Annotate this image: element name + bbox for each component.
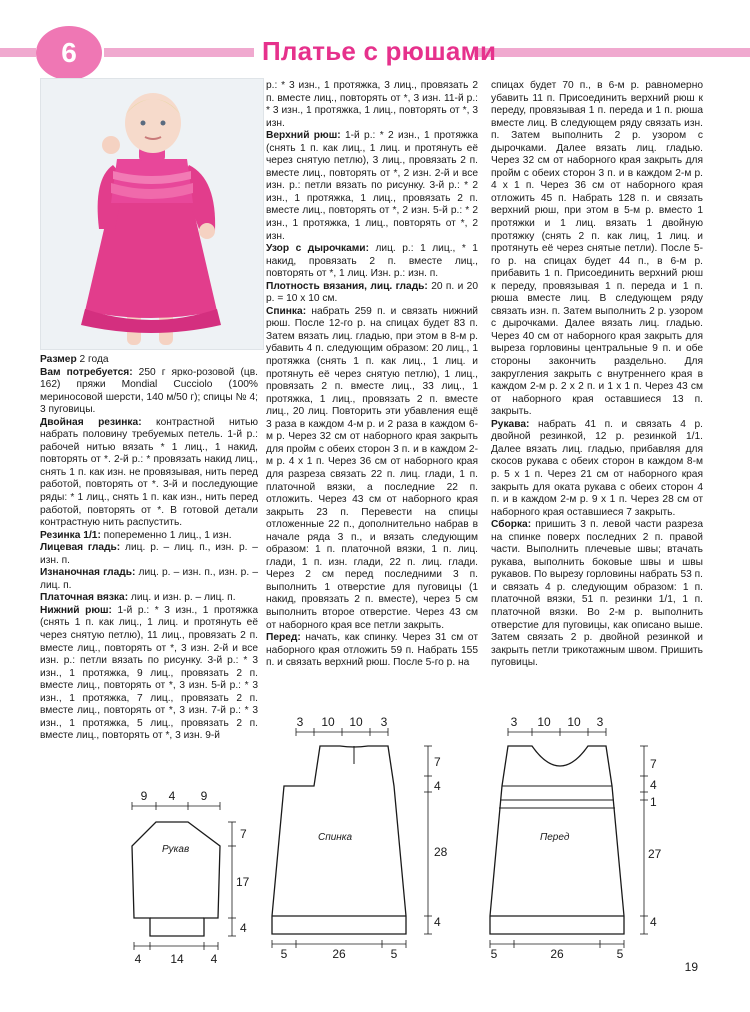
- front-top-dim: 3: [510, 715, 518, 729]
- paragraph-text: набрать 41 п. и связать 4 р. двойной резинкой, 12 р. резинкой 1/1. Далее вязать лиц. гладью, прибавляя для скосов рукава с обеих сторон в каждом 8-м р. 5 х 1 п. Через 21 см от наборного края закрыть для оката рукава с обеих сторон 4 п. и в каждом 2-м р. 9 х 1 п. Через 28 см от наборного края оставшиеся 7 закрыть.: [491, 418, 703, 518]
- paragraph-heading: Перед:: [266, 632, 301, 644]
- paragraph-text: лиц. р. – лиц. п., изн. р. – изн. п.: [40, 542, 258, 566]
- dress-photo: [40, 78, 264, 350]
- paragraph: [266, 632, 478, 670]
- front-bottom-dim: 5: [616, 947, 624, 961]
- front-right-dim: 4: [650, 778, 657, 792]
- front-diagram: [484, 712, 700, 962]
- front-right-dim: 27: [648, 847, 662, 861]
- back-right-dim: 4: [434, 779, 441, 793]
- paragraph: [40, 567, 258, 592]
- paragraph-heading: Резинка 1/1:: [40, 529, 101, 541]
- front-right-dim: 4: [650, 915, 657, 929]
- sleeve-right-dim: 4: [240, 921, 247, 935]
- paragraph-heading: Верхний рюш:: [266, 130, 341, 142]
- sleeve-label: Рукав: [162, 844, 190, 855]
- paragraph-text: 1-й р.: * 2 изн., 1 протяжка (снять 1 п. как лиц., 1 лиц. и протянуть её через снятую петлю), 3 лиц., провязать 2 п. вместе лиц., повторять от *, 2 изн. 2-й и все изн. р.: петли вязать по рисунку. 3-й р.: * 2 изн., 1 протяжка, 1 лиц., провязать 2 п. вместе лиц., повторять от *, 2 изн. 5-й р.: * 2 изн., 1 протяжка, 1 лиц., повторять от *, 2 изн.: [266, 130, 478, 242]
- back-top-dim: 3: [296, 715, 304, 729]
- paragraph-text: 1-й р.: * 3 изн., 1 протяжка (снять 1 п. как лиц., 1 лиц. и протянуть её через снятую петлю), 11 лиц., провязать 2 п. вместе лиц., повторять от *, 3 изн. 2-й и все изн. р.: петли вязать по рисунку. 3-й р.: * 3 изн., 1 протяжка, 9 лиц., провязать 2 п. вместе лиц., повторять от *, 3 изн. 5-й р.: * 3 изн., 1 протяжка, 7 лиц., провязать 2 п. вместе лиц., повторять от *, 3 изн. 7-й р.: * 3 изн., 1 протяжка, 5 лиц., провязать 2 п. вместе лиц., повторять от *, 3 изн. 9-й: [40, 604, 258, 742]
- back-right-dim: 28: [434, 845, 448, 859]
- header-stripe-middle: [104, 48, 254, 57]
- paragraph-heading: Размер: [40, 354, 77, 365]
- paragraph-heading: Двойная резинка:: [40, 416, 142, 428]
- paragraph: [491, 80, 703, 419]
- paragraph: [266, 130, 478, 243]
- paragraph-text: 2 года: [76, 354, 109, 365]
- header-stripe-right: [474, 48, 750, 57]
- paragraph-heading: Плотность вязания, лиц. гладь:: [266, 280, 428, 292]
- paragraph: [491, 519, 703, 670]
- text-column-1: [40, 354, 258, 743]
- paragraph: [266, 80, 478, 130]
- paragraph: [266, 243, 478, 281]
- paragraph-heading: Лицевая гладь:: [40, 542, 121, 554]
- back-top-dim: 10: [321, 715, 335, 729]
- sleeve-right-dim: 7: [240, 827, 247, 841]
- paragraph-heading: Сборка:: [491, 519, 532, 531]
- sleeve-bottom-dim: 4: [134, 952, 142, 966]
- text-column-3: [491, 80, 703, 670]
- front-top-dim: 3: [596, 715, 604, 729]
- back-right-dim: 7: [434, 755, 441, 769]
- front-right-dim: 1: [650, 795, 657, 809]
- back-right-dim: 4: [434, 915, 441, 929]
- back-bottom-dim: 5: [390, 947, 398, 961]
- back-top-dim: 10: [349, 715, 363, 729]
- paragraph-heading: Узор с дырочками:: [266, 243, 369, 255]
- paragraph: [40, 542, 258, 567]
- paragraph-text: 20 п. и 20 р. = 10 х 10 см.: [266, 280, 479, 305]
- paragraph-text: пришить 3 п. левой части разреза на спинке поверх последних 2 п. правой части. Выполнить плечевые швы; втачать рукава, выполнить боковые швы и швы рукавов. По вырезу горловины набрать 53 п. и связать 4 р. следующим образом: 1 п. платочной вязки, 51 п. резинки 1/1, 1 п. платочной вязки. Во 2-м р. выполнить отверстие для пуговицы, как описано выше. Затем связать 2 р. двойной резинкой и закрыть петли трикотажным швом. Пришить пуговицы.: [491, 519, 703, 669]
- sleeve-outline: [132, 822, 220, 936]
- front-top-dim: 10: [567, 715, 581, 729]
- paragraph-text: спицах будет 70 п., в 6-м р. равномерно убавить 11 п. Присоединить верхний рюш к переду, провязывая 1 п. переда и 1 п. рюша вместе лиц. В следующем ряду связать изн. п. Затем выполнить 2 р. узором с дырочками. Далее вязать лиц. гладью. Через 32 см от наборного края закрыть для пройм с обеих сторон 3 п. и в каждом 2-м р. 4 х 1 п. Через 36 см от наборного края отложить 45 п. Набрать 128 п. и связать верхний рюш, при этом в 5-м р. вместо 1 протяжки и 1 лиц. вязать 1 двойную протяжку (снять 2 п. как лиц, 1 лиц. и протянуть её через снятые петли). После 5-го р. на спицах будет 44 п., в 6-м р. прибавить 1 п. Присоединить верхний рюш к переду, провязывая 1 п. переда и 1 п. рюша вместе лиц. В следующем ряду связать изн. п. Затем выполнить 2 р. узором с дырочками. Далее вязать лиц. гладью. Через 40 см от наборного края закрыть для выреза горловины центральные 9 п. и обе стороны закончить раздельно. Для закругления закрыть с внутреннего края в каждом 2-м р. 2 х 2 п. и 1 х 1 п. Через 43 см от наборного края оставшиеся 13 п. закрыть.: [491, 80, 703, 418]
- paragraph-text: лиц. р.: 1 лиц., * 1 накид, провязать 2 п. вместе лиц., повторять от *, 1 лиц. Изн. р.: изн. п.: [266, 243, 478, 280]
- paragraph-heading: Вам потребуется:: [40, 366, 133, 378]
- page-number: 19: [684, 960, 698, 974]
- paragraph-heading: Рукава:: [491, 418, 530, 430]
- paragraph: [491, 419, 703, 519]
- back-diagram: [266, 712, 476, 962]
- paragraph-text: 250 г ярко-розовой (цв. 162) пряжи Mondial Cucciolo (100% мериносовой шерсти, 140 м/50 г); спицы № 4; 3 пуговицы.: [40, 366, 258, 416]
- front-label: Перед: [540, 832, 570, 843]
- back-bottom-dim: 5: [280, 947, 288, 961]
- header-stripe-left: [0, 48, 36, 57]
- text-column-2: [266, 80, 478, 670]
- paragraph-heading: Нижний рюш:: [40, 604, 112, 616]
- paragraph-text: попеременно 1 лиц., 1 изн.: [100, 529, 232, 541]
- back-label: Спинка: [318, 832, 353, 843]
- paragraph-text: р.: * 3 изн., 1 протяжка, 3 лиц., провязать 2 п. вместе лиц., повторять от *, 3 изн. 11-й р.: * 3 изн., 1 протяжка, 1 лиц., повторять от *, 3 изн.: [266, 80, 478, 129]
- sleeve-bottom-dim: 14: [170, 952, 184, 966]
- sleeve-diagram: [120, 786, 260, 966]
- front-bottom-dim: 26: [550, 947, 564, 961]
- child-illustration: [41, 79, 263, 349]
- back-top-dim: 3: [380, 715, 388, 729]
- front-right-dim: 7: [650, 757, 657, 771]
- sleeve-bottom-dim: 4: [210, 952, 218, 966]
- front-bottom-dim: 5: [490, 947, 498, 961]
- front-top-dim: 10: [537, 715, 551, 729]
- paragraph: [40, 592, 258, 605]
- paragraph: [40, 605, 258, 743]
- paragraph-text: лиц. и изн. р. – лиц. п.: [128, 592, 236, 604]
- sleeve-top-dim: 9: [200, 789, 208, 803]
- paragraph: [266, 306, 478, 632]
- pattern-number-badge: 6: [36, 26, 102, 80]
- paragraph-text: набрать 259 п. и связать нижний рюш. После 12-го р. на спицах будет 83 п. Затем вязать лиц. гладью, при этом в 8-м р. убавить 4 п. следующим образом: 20 лиц., 1 протяжка (снять 1 п. как лиц., 1 лиц. и протянуть её через снятую петлю), 1 лиц., провязать 2 п. вместе лиц., 33 лиц., 1 протяжка, 1 лиц., провязать 2 п. вместе лиц., 20 лиц. Повторить эти убавления ещё 3 раза в каждом 4-м р. и 2 раза в каждом 6-м р. Через 32 см от наборного края закрыть для пройм с обеих сторон 3 п. и в каждом 2-м р. 4 х 1 п. Через 36 см от наборного края для разреза связать 22 п. лиц. глади, 1 п. платочной вязки, а последние 22 п. отложить. Через 43 см от наборного края закрыть 23 п. Перевести на спицы отложенные 22 п., дополнительно набрав в начале ряда 3 п., и вязать следующим образом: 1 п. платочной вязки, 1 п. лиц. глади, 1 п. изн. глади, 22 п. лиц. глади. Через 2 см перед последними 3 п. выполнить 1 отверстие для пуговицы (1 накид, провязать 2 п. вместе), через 5 см выполнить второе отверстие. Через 43 см от наборного края все петли закрыть.: [266, 305, 478, 631]
- page-title: Платье с рюшами: [262, 36, 497, 66]
- sleeve-right-dim: 17: [236, 875, 250, 889]
- paragraph-text: начать, как спинку. Через 31 см от наборного края отложить 59 п. Набрать 155 п. и связать верхний рюш. После 5-го р. на: [266, 632, 478, 669]
- sleeve-top-dim: 4: [168, 789, 176, 803]
- paragraph: [40, 417, 258, 530]
- sleeve-top-dim: 9: [140, 789, 148, 803]
- paragraph-text: лиц. р. – изн. п., изн. р. – лиц. п.: [40, 567, 258, 591]
- paragraph: [266, 281, 478, 306]
- paragraph: [40, 354, 258, 367]
- back-bottom-dim: 26: [332, 947, 346, 961]
- paragraph-text: контрастной нитью набрать половину требуемых петель. 1-й р.: рабочей нитью вязать * 1 лиц., 1 накид, повторять от *. 2-й р.: * провязать накид лиц., снять 1 п. как изн. не провязывая, нить перед работой, повторять от *. 3-й и последующие ряды: * 1 лиц., снять 1 п. как изн., нить перед работой, повторять от *. В готовой детали контрастную нить распустить.: [40, 416, 258, 529]
- paragraph-heading: Изнаночная гладь:: [40, 567, 136, 579]
- paragraph: [40, 367, 258, 417]
- paragraph: [40, 530, 258, 543]
- paragraph-heading: Спинка:: [266, 305, 307, 317]
- paragraph-heading: Платочная вязка:: [40, 592, 129, 604]
